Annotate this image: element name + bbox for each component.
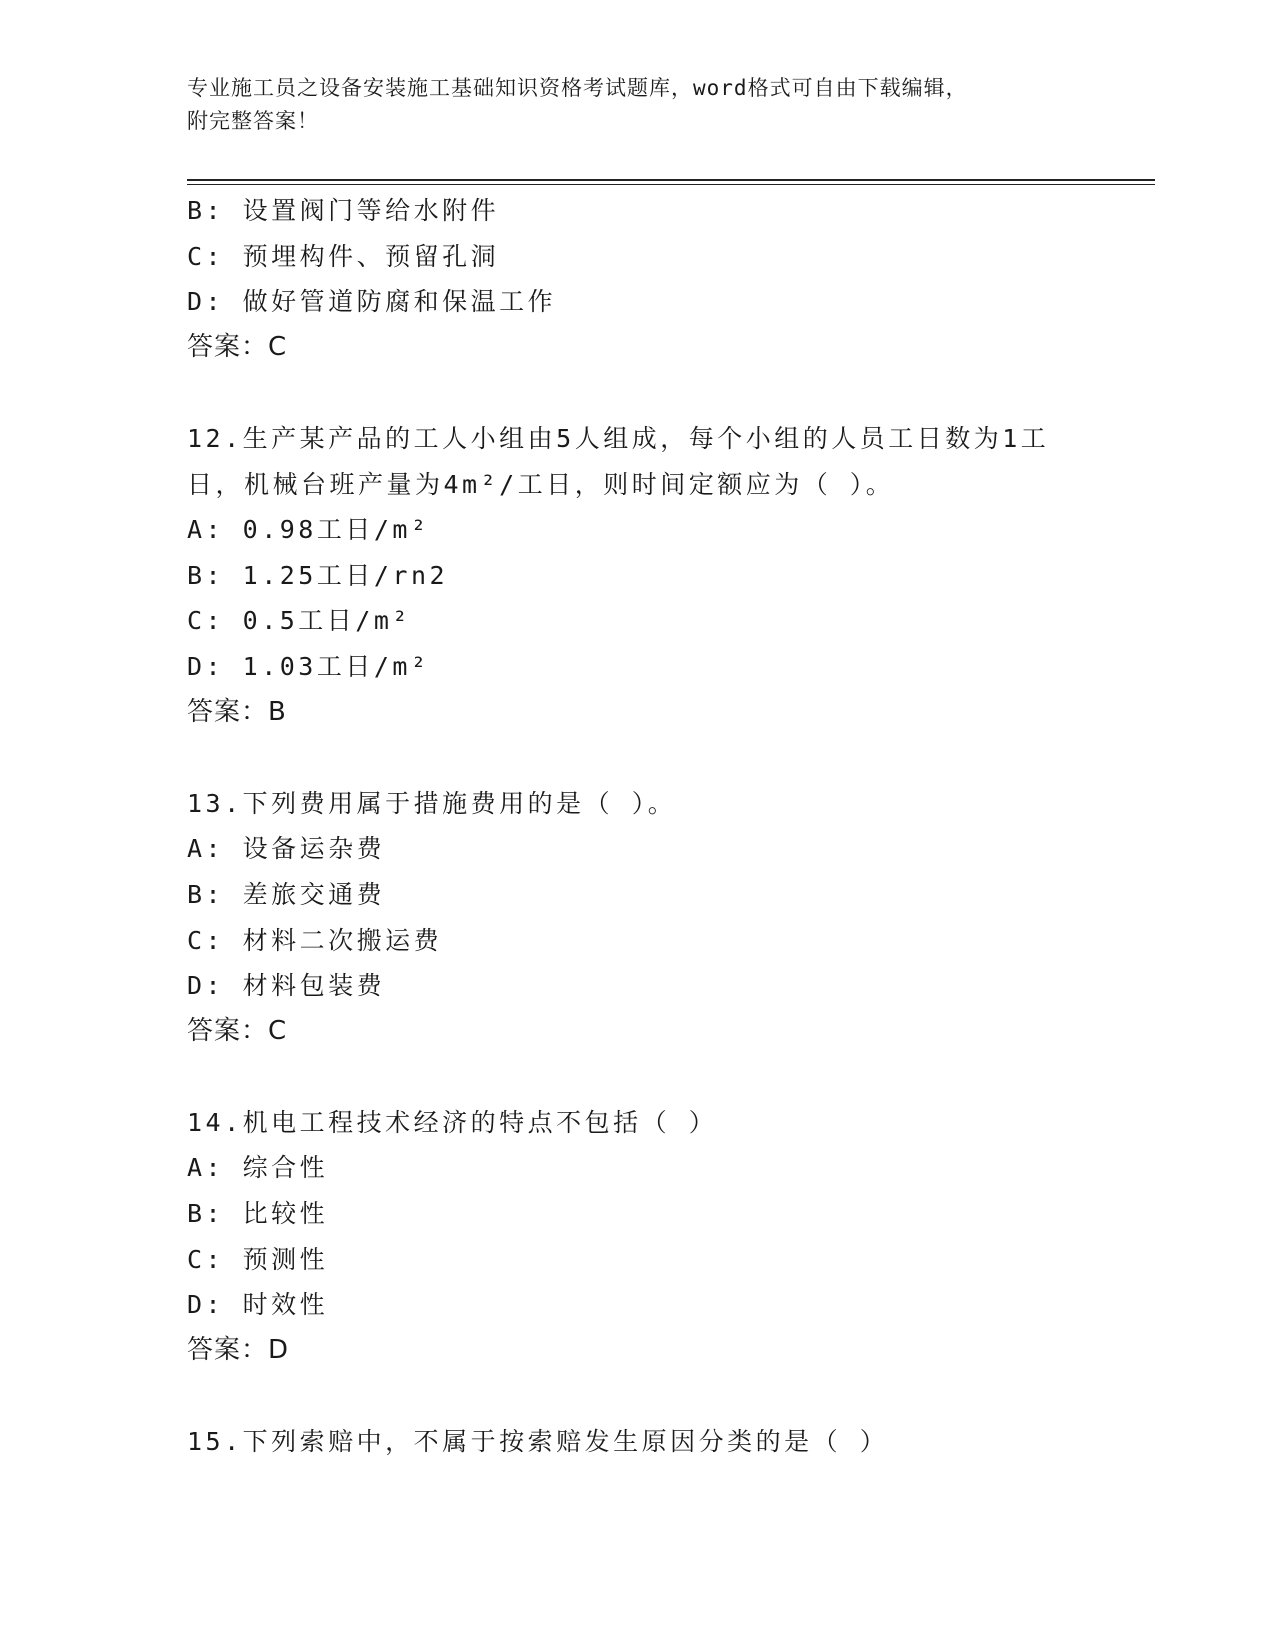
question-11-tail (187, 188, 1087, 370)
spacer (187, 1373, 1087, 1419)
question-stem-line-2: 日，机械台班产量为4m²/工日，则时间定额应为（ ）。 (187, 469, 895, 499)
option-b: B: 差旅交通费 (187, 879, 386, 909)
header-line-1: 专业施工员之设备安装施工基础知识资格考试题库，word格式可自由下载编辑， (187, 76, 968, 100)
question-stem: 13.下列费用属于措施费用的是（ ）。 (187, 788, 677, 818)
question-14 (187, 1100, 1087, 1374)
question-stem: 15.下列索赔中，不属于按索赔发生原因分类的是（ ） (187, 1427, 889, 1457)
answer-line: 答案：C (187, 331, 288, 362)
option-d: D: 材料包装费 (187, 971, 386, 1001)
question-13 (187, 781, 1087, 1055)
spacer (187, 1054, 1087, 1100)
option-c: C: 预测性 (187, 1244, 329, 1274)
option-a: A: 综合性 (187, 1153, 329, 1183)
question-stem-line-1: 12.生产某产品的工人小组由5人组成，每个小组的人员工日数为1工 (187, 423, 1050, 453)
option-a: A: 0.98工日/m² (187, 515, 430, 545)
spacer (187, 735, 1087, 781)
question-list (187, 188, 1087, 1465)
option-c: C: 预埋构件、预留孔洞 (187, 241, 500, 271)
option-d: D: 1.03工日/m² (187, 651, 430, 681)
header-divider-thin (187, 184, 1155, 185)
option-c: C: 材料二次搬运费 (187, 925, 443, 955)
option-d: D: 做好管道防腐和保温工作 (187, 287, 557, 317)
option-b: B: 设置阀门等给水附件 (187, 196, 500, 225)
header-line-2: 附完整答案！ (187, 109, 319, 133)
question-stem: 14.机电工程技术经济的特点不包括（ ） (187, 1107, 718, 1137)
option-b: B: 比较性 (187, 1199, 329, 1229)
option-a: A: 设备运杂费 (187, 834, 386, 864)
answer-line: 答案：C (187, 1015, 288, 1046)
question-12 (187, 416, 1087, 735)
header-divider-thick (187, 179, 1155, 181)
answer-line: 答案：B (187, 696, 287, 727)
answer-line: 答案：D (187, 1334, 290, 1365)
spacer (187, 370, 1087, 416)
option-c: C: 0.5工日/m² (187, 606, 411, 636)
document-header (187, 72, 1087, 138)
option-b: B: 1.25工日/rn2 (187, 560, 449, 590)
question-15 (187, 1419, 1087, 1465)
option-d: D: 时效性 (187, 1290, 329, 1320)
